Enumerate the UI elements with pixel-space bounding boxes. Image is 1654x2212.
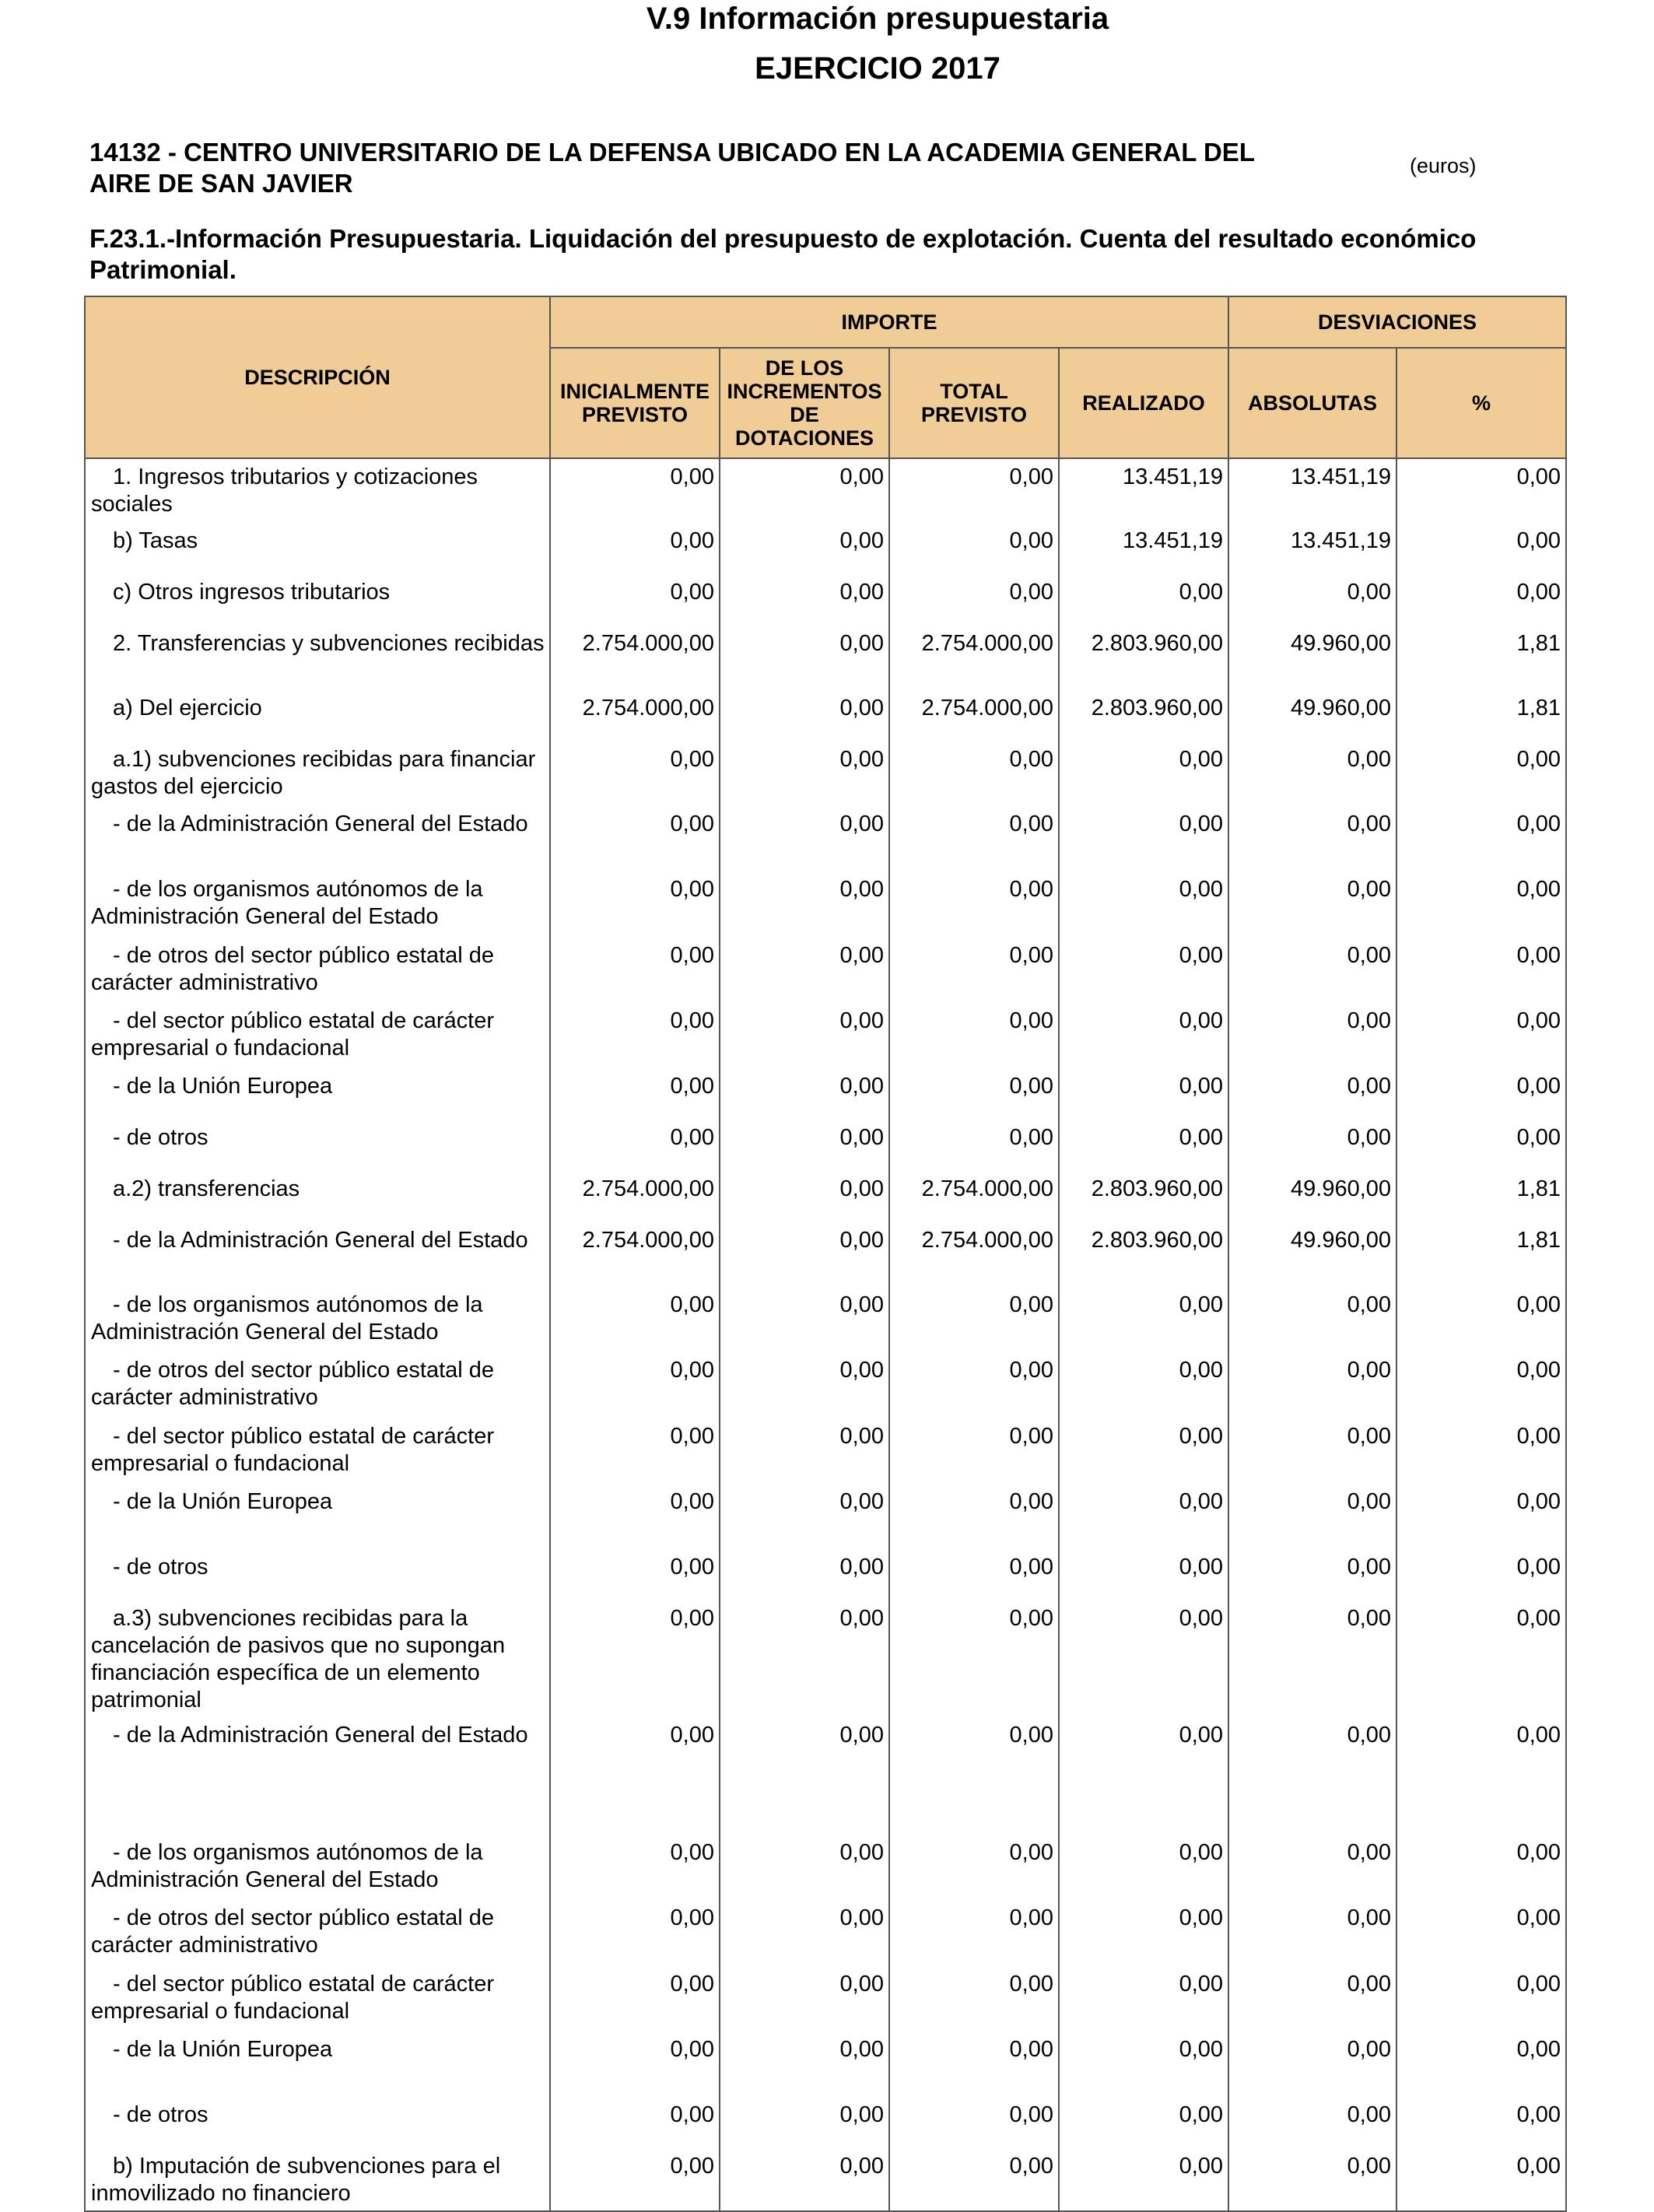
cell-total-previsto: 0,00 [889, 1966, 1059, 2031]
cell-total-previsto: 0,00 [889, 1287, 1059, 1352]
row-description [85, 1966, 550, 2031]
cell-total-previsto: 0,00 [889, 1068, 1059, 1120]
cell-inicialmente-previsto: 0,00 [550, 806, 720, 871]
cell-realizado: 0,00 [1059, 1717, 1228, 1835]
cell-porcentaje: 0,00 [1396, 1966, 1566, 2031]
table-row [85, 1352, 1566, 1418]
row-description-text: - de la Administración General del Estado [113, 1228, 528, 1253]
cell-inicialmente-previsto: 0,00 [550, 1484, 720, 1549]
cell-realizado: 13.451,19 [1059, 523, 1228, 574]
cell-absolutas: 0,00 [1228, 871, 1396, 938]
cell-absolutas: 0,00 [1228, 1717, 1396, 1835]
cell-realizado: 0,00 [1059, 1549, 1228, 1600]
header-inicialmente-previsto: INICIALMENTE PREVISTO [550, 348, 720, 458]
row-description [85, 574, 550, 626]
cell-total-previsto: 2.754.000,00 [889, 1171, 1059, 1222]
cell-realizado: 0,00 [1059, 1068, 1228, 1120]
row-description-text: - del sector público estatal de carácter empresarial o fundacional [91, 1008, 495, 1060]
cell-total-previsto: 0,00 [889, 458, 1059, 523]
row-description-text: a) Del ejercicio [113, 696, 262, 720]
header-total-previsto: TOTAL PREVISTO [889, 348, 1059, 458]
row-description [85, 1717, 550, 1835]
cell-realizado: 0,00 [1059, 1003, 1228, 1068]
cell-realizado: 0,00 [1059, 574, 1228, 626]
row-description [85, 1120, 550, 1171]
cell-inicialmente-previsto: 0,00 [550, 1418, 720, 1484]
cell-absolutas: 0,00 [1228, 1003, 1396, 1068]
cell-total-previsto: 0,00 [889, 1003, 1059, 1068]
cell-porcentaje: 0,00 [1396, 938, 1566, 1003]
cell-porcentaje: 0,00 [1396, 741, 1566, 806]
cell-porcentaje: 0,00 [1396, 2031, 1566, 2097]
cell-realizado: 0,00 [1059, 1835, 1228, 1900]
cell-porcentaje: 0,00 [1396, 1287, 1566, 1352]
row-description-text: 2. Transferencias y subvenciones recibidas [113, 631, 545, 656]
cell-porcentaje: 0,00 [1396, 1835, 1566, 1900]
cell-porcentaje: 0,00 [1396, 1418, 1566, 1484]
cell-total-previsto: 0,00 [889, 1900, 1059, 1966]
cell-incrementos: 0,00 [720, 1418, 889, 1484]
cell-absolutas: 49.960,00 [1228, 1171, 1396, 1222]
cell-porcentaje: 0,00 [1396, 1484, 1566, 1549]
row-description-text: c) Otros ingresos tributarios [113, 580, 391, 605]
cell-incrementos: 0,00 [720, 2031, 889, 2097]
cell-incrementos: 0,00 [720, 871, 889, 938]
row-description-text: - de la Unión Europea [113, 2037, 333, 2062]
cell-porcentaje: 0,00 [1396, 1068, 1566, 1120]
table-row [85, 1717, 1566, 1835]
cell-porcentaje: 0,00 [1396, 574, 1566, 626]
table-row [85, 1120, 1566, 1171]
header-realizado: REALIZADO [1059, 348, 1228, 458]
row-description [85, 2148, 550, 2211]
cell-absolutas: 0,00 [1228, 2031, 1396, 2097]
cell-absolutas: 13.451,19 [1228, 523, 1396, 574]
row-description [85, 1068, 550, 1120]
cell-total-previsto: 0,00 [889, 1120, 1059, 1171]
units-label: (euros) [1410, 154, 1477, 177]
row-description-text: a.1) subvenciones recibidas para financiar gastos del ejercicio [91, 747, 536, 799]
cell-total-previsto: 0,00 [889, 1484, 1059, 1549]
row-description [85, 741, 550, 806]
cell-total-previsto: 2.754.000,00 [889, 1222, 1059, 1287]
cell-realizado: 2.803.960,00 [1059, 1171, 1228, 1222]
report-title: V.9 Información presupuestaria [646, 2, 1109, 36]
row-description [85, 1835, 550, 1900]
row-description-text: b) Tasas [113, 528, 198, 553]
cell-incrementos: 0,00 [720, 1171, 889, 1222]
cell-absolutas: 49.960,00 [1228, 1222, 1396, 1287]
header-group-desviaciones: DESVIACIONES [1228, 296, 1566, 348]
row-description-text: - de la Unión Europea [113, 1489, 333, 1514]
cell-total-previsto: 0,00 [889, 871, 1059, 938]
row-description [85, 1352, 550, 1418]
cell-inicialmente-previsto: 0,00 [550, 1600, 720, 1717]
cell-porcentaje: 1,81 [1396, 1171, 1566, 1222]
cell-absolutas: 13.451,19 [1228, 458, 1396, 523]
cell-absolutas: 49.960,00 [1228, 690, 1396, 741]
table-row [85, 1222, 1566, 1287]
cell-incrementos: 0,00 [720, 1068, 889, 1120]
cell-realizado: 0,00 [1059, 1352, 1228, 1418]
row-description-text: - de los organismos autónomos de la Administración General del Estado [91, 1292, 483, 1344]
cell-total-previsto: 2.754.000,00 [889, 690, 1059, 741]
cell-porcentaje: 0,00 [1396, 458, 1566, 523]
cell-realizado: 0,00 [1059, 871, 1228, 938]
row-description [85, 2097, 550, 2148]
cell-incrementos: 0,00 [720, 1549, 889, 1600]
cell-inicialmente-previsto: 0,00 [550, 1835, 720, 1900]
row-description [85, 458, 550, 523]
cell-incrementos: 0,00 [720, 2148, 889, 2211]
entity-name: 14132 - CENTRO UNIVERSITARIO DE LA DEFENSA UBICADO EN LA ACADEMIA GENERAL DEL AIRE DE SAN JAVIER [89, 138, 1255, 198]
cell-absolutas: 0,00 [1228, 1484, 1396, 1549]
cell-absolutas: 0,00 [1228, 938, 1396, 1003]
cell-porcentaje: 0,00 [1396, 1900, 1566, 1966]
row-description [85, 1222, 550, 1287]
cell-total-previsto: 0,00 [889, 1835, 1059, 1900]
cell-realizado: 0,00 [1059, 2148, 1228, 2211]
cell-inicialmente-previsto: 0,00 [550, 1068, 720, 1120]
cell-porcentaje: 0,00 [1396, 1600, 1566, 1717]
table-row [85, 741, 1566, 806]
cell-realizado: 2.803.960,00 [1059, 1222, 1228, 1287]
row-description-text: - de los organismos autónomos de la Administración General del Estado [91, 1840, 483, 1892]
row-description-text: - de la Administración General del Estado [113, 1723, 528, 1748]
cell-incrementos: 0,00 [720, 1600, 889, 1717]
cell-incrementos: 0,00 [720, 523, 889, 574]
table-row [85, 523, 1566, 574]
row-description-text: - de los organismos autónomos de la Administración General del Estado [91, 877, 483, 929]
table-row [85, 1600, 1566, 1717]
row-description [85, 1600, 550, 1717]
table-row [85, 806, 1566, 871]
header-descripcion: DESCRIPCIÓN [85, 296, 550, 458]
cell-realizado: 0,00 [1059, 806, 1228, 871]
cell-porcentaje: 0,00 [1396, 1003, 1566, 1068]
row-description-text: - de otros [113, 1555, 209, 1579]
cell-incrementos: 0,00 [720, 1120, 889, 1171]
header-group-importe: IMPORTE [550, 296, 1228, 348]
cell-total-previsto: 0,00 [889, 2097, 1059, 2148]
cell-realizado: 0,00 [1059, 2097, 1228, 2148]
cell-absolutas: 0,00 [1228, 1549, 1396, 1600]
cell-incrementos: 0,00 [720, 574, 889, 626]
row-description [85, 690, 550, 741]
cell-realizado: 0,00 [1059, 1900, 1228, 1966]
section-title: F.23.1.-Información Presupuestaria. Liquidación del presupuesto de explotación. Cuenta del resultado económico Patrimonial. [89, 224, 1477, 284]
row-description-text: - del sector público estatal de carácter empresarial o fundacional [91, 1424, 495, 1476]
row-description-text: a.2) transferencias [113, 1176, 300, 1201]
cell-absolutas: 0,00 [1228, 806, 1396, 871]
cell-inicialmente-previsto: 0,00 [550, 1717, 720, 1835]
report-year: EJERCICIO 2017 [755, 51, 1000, 86]
cell-inicialmente-previsto: 0,00 [550, 1966, 720, 2031]
cell-incrementos: 0,00 [720, 1484, 889, 1549]
budget-table [84, 296, 1567, 2212]
cell-realizado: 0,00 [1059, 1287, 1228, 1352]
cell-inicialmente-previsto: 0,00 [550, 1352, 720, 1418]
cell-incrementos: 0,00 [720, 1900, 889, 1966]
cell-porcentaje: 0,00 [1396, 1717, 1566, 1835]
row-description [85, 1900, 550, 1966]
cell-total-previsto: 0,00 [889, 1717, 1059, 1835]
row-description [85, 938, 550, 1003]
cell-realizado: 0,00 [1059, 2031, 1228, 2097]
cell-absolutas: 0,00 [1228, 1120, 1396, 1171]
row-description-text: 1. Ingresos tributarios y cotizaciones sociales [91, 464, 478, 517]
header-incrementos-dotaciones: DE LOS INCREMENTOS DE DOTACIONES [720, 348, 889, 458]
row-description [85, 1171, 550, 1222]
cell-incrementos: 0,00 [720, 1003, 889, 1068]
table-row [85, 1549, 1566, 1600]
table-row [85, 2031, 1566, 2097]
header-absolutas: ABSOLUTAS [1228, 348, 1396, 458]
cell-total-previsto: 0,00 [889, 1418, 1059, 1484]
cell-incrementos: 0,00 [720, 938, 889, 1003]
cell-inicialmente-previsto: 0,00 [550, 1900, 720, 1966]
row-description-text: - de otros del sector público estatal de carácter administrativo [91, 1905, 495, 1958]
row-description [85, 1484, 550, 1549]
cell-absolutas: 0,00 [1228, 1287, 1396, 1352]
cell-porcentaje: 0,00 [1396, 1549, 1566, 1600]
row-description [85, 626, 550, 690]
cell-porcentaje: 0,00 [1396, 1352, 1566, 1418]
cell-total-previsto: 2.754.000,00 [889, 626, 1059, 690]
row-description-text: a.3) subvenciones recibidas para la cancelación de pasivos que no supongan financiación específica de un elemento patrimonial [91, 1606, 506, 1712]
cell-total-previsto: 0,00 [889, 741, 1059, 806]
table-row [85, 1068, 1566, 1120]
cell-absolutas: 0,00 [1228, 1352, 1396, 1418]
cell-inicialmente-previsto: 0,00 [550, 938, 720, 1003]
cell-total-previsto: 0,00 [889, 2148, 1059, 2211]
cell-inicialmente-previsto: 0,00 [550, 1287, 720, 1352]
cell-porcentaje: 0,00 [1396, 806, 1566, 871]
cell-inicialmente-previsto: 0,00 [550, 2097, 720, 2148]
cell-absolutas: 0,00 [1228, 1966, 1396, 2031]
table-row [85, 458, 1566, 523]
table-row [85, 1835, 1566, 1900]
row-description-text: - de la Administración General del Estado [113, 812, 528, 836]
cell-realizado: 2.803.960,00 [1059, 690, 1228, 741]
cell-realizado: 0,00 [1059, 1966, 1228, 2031]
cell-incrementos: 0,00 [720, 1287, 889, 1352]
table-body [85, 458, 1566, 2211]
table-row [85, 1484, 1566, 1549]
table-row [85, 1003, 1566, 1068]
cell-porcentaje: 0,00 [1396, 2097, 1566, 2148]
cell-realizado: 0,00 [1059, 1484, 1228, 1549]
cell-absolutas: 0,00 [1228, 1600, 1396, 1717]
table-row [85, 1418, 1566, 1484]
row-description [85, 1287, 550, 1352]
cell-absolutas: 0,00 [1228, 1835, 1396, 1900]
cell-inicialmente-previsto: 2.754.000,00 [550, 626, 720, 690]
cell-porcentaje: 1,81 [1396, 626, 1566, 690]
cell-incrementos: 0,00 [720, 458, 889, 523]
cell-inicialmente-previsto: 0,00 [550, 2031, 720, 2097]
cell-incrementos: 0,00 [720, 1717, 889, 1835]
cell-porcentaje: 0,00 [1396, 871, 1566, 938]
cell-realizado: 0,00 [1059, 1418, 1228, 1484]
cell-total-previsto: 0,00 [889, 1549, 1059, 1600]
cell-total-previsto: 0,00 [889, 938, 1059, 1003]
cell-realizado: 2.803.960,00 [1059, 626, 1228, 690]
cell-absolutas: 0,00 [1228, 1900, 1396, 1966]
cell-inicialmente-previsto: 0,00 [550, 2148, 720, 2211]
cell-inicialmente-previsto: 2.754.000,00 [550, 1171, 720, 1222]
cell-inicialmente-previsto: 0,00 [550, 523, 720, 574]
cell-incrementos: 0,00 [720, 1222, 889, 1287]
row-description-text: - de la Unión Europea [113, 1074, 333, 1099]
row-description [85, 1418, 550, 1484]
row-description-text: b) Imputación de subvenciones para el inmovilizado no financiero [91, 2154, 501, 2206]
cell-incrementos: 0,00 [720, 806, 889, 871]
cell-inicialmente-previsto: 2.754.000,00 [550, 690, 720, 741]
row-description [85, 523, 550, 574]
table-row [85, 626, 1566, 690]
row-description-text: - de otros del sector público estatal de carácter administrativo [91, 943, 495, 995]
cell-total-previsto: 0,00 [889, 1600, 1059, 1717]
row-description [85, 1549, 550, 1600]
cell-inicialmente-previsto: 0,00 [550, 1120, 720, 1171]
cell-porcentaje: 1,81 [1396, 690, 1566, 741]
table-row [85, 871, 1566, 938]
cell-inicialmente-previsto: 0,00 [550, 871, 720, 938]
row-description [85, 2031, 550, 2097]
cell-realizado: 0,00 [1059, 1600, 1228, 1717]
cell-total-previsto: 0,00 [889, 2031, 1059, 2097]
table-row [85, 1900, 1566, 1966]
table-row [85, 2148, 1566, 2211]
cell-porcentaje: 0,00 [1396, 1120, 1566, 1171]
cell-porcentaje: 0,00 [1396, 2148, 1566, 2211]
cell-incrementos: 0,00 [720, 690, 889, 741]
cell-realizado: 0,00 [1059, 938, 1228, 1003]
cell-absolutas: 0,00 [1228, 1418, 1396, 1484]
cell-absolutas: 0,00 [1228, 2148, 1396, 2211]
cell-incrementos: 0,00 [720, 1966, 889, 2031]
table-row [85, 1171, 1566, 1222]
cell-total-previsto: 0,00 [889, 574, 1059, 626]
cell-incrementos: 0,00 [720, 1835, 889, 1900]
row-description-text: - del sector público estatal de carácter empresarial o fundacional [91, 1972, 495, 2024]
cell-absolutas: 49.960,00 [1228, 626, 1396, 690]
header-porcentaje: % [1396, 348, 1566, 458]
table-row [85, 1966, 1566, 2031]
table-row [85, 690, 1566, 741]
cell-inicialmente-previsto: 0,00 [550, 574, 720, 626]
cell-incrementos: 0,00 [720, 2097, 889, 2148]
cell-incrementos: 0,00 [720, 1352, 889, 1418]
row-description [85, 806, 550, 871]
cell-incrementos: 0,00 [720, 626, 889, 690]
cell-total-previsto: 0,00 [889, 1352, 1059, 1418]
cell-inicialmente-previsto: 0,00 [550, 458, 720, 523]
row-description-text: - de otros del sector público estatal de carácter administrativo [91, 1358, 495, 1410]
cell-absolutas: 0,00 [1228, 1068, 1396, 1120]
table-row [85, 1287, 1566, 1352]
cell-realizado: 0,00 [1059, 741, 1228, 806]
cell-realizado: 13.451,19 [1059, 458, 1228, 523]
cell-inicialmente-previsto: 2.754.000,00 [550, 1222, 720, 1287]
cell-absolutas: 0,00 [1228, 741, 1396, 806]
cell-inicialmente-previsto: 0,00 [550, 741, 720, 806]
cell-porcentaje: 1,81 [1396, 1222, 1566, 1287]
cell-inicialmente-previsto: 0,00 [550, 1003, 720, 1068]
table-row [85, 2097, 1566, 2148]
cell-realizado: 0,00 [1059, 1120, 1228, 1171]
cell-absolutas: 0,00 [1228, 2097, 1396, 2148]
table-row [85, 574, 1566, 626]
table-row [85, 938, 1566, 1003]
cell-incrementos: 0,00 [720, 741, 889, 806]
cell-porcentaje: 0,00 [1396, 523, 1566, 574]
row-description [85, 1003, 550, 1068]
cell-total-previsto: 0,00 [889, 806, 1059, 871]
row-description-text: - de otros [113, 1125, 209, 1150]
cell-total-previsto: 0,00 [889, 523, 1059, 574]
row-description-text: - de otros [113, 2102, 209, 2127]
row-description [85, 871, 550, 938]
cell-absolutas: 0,00 [1228, 574, 1396, 626]
cell-inicialmente-previsto: 0,00 [550, 1549, 720, 1600]
